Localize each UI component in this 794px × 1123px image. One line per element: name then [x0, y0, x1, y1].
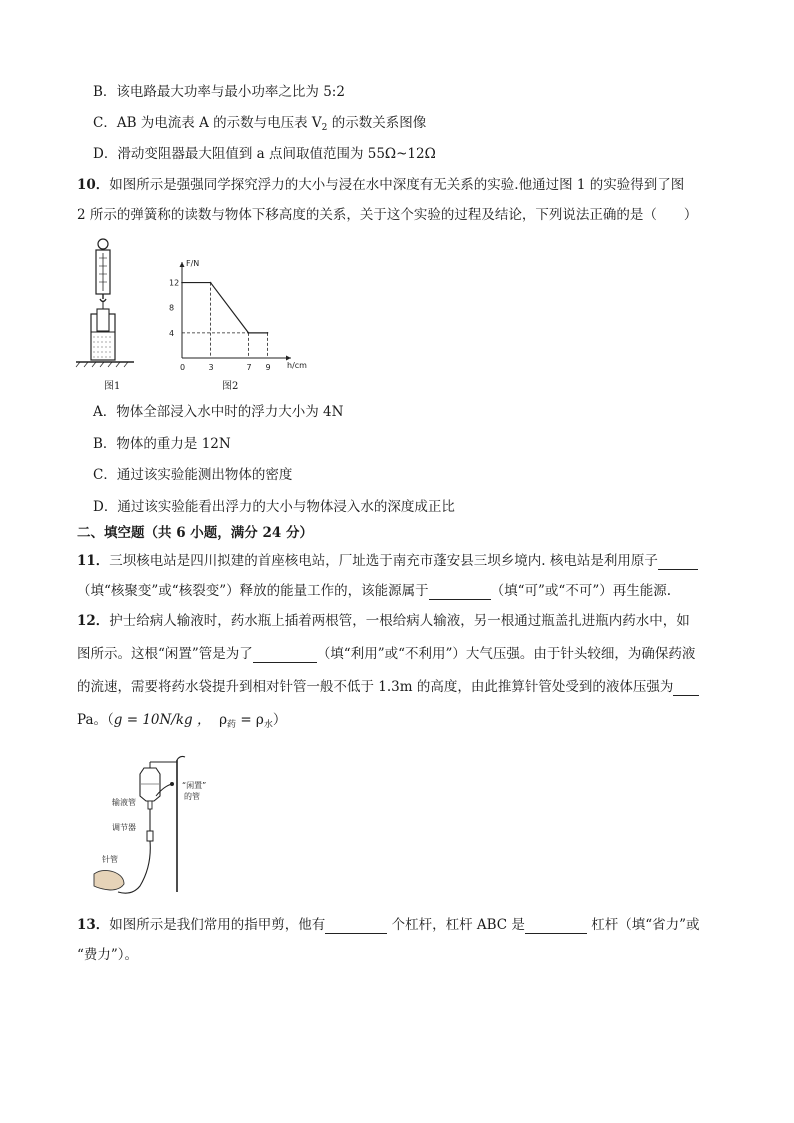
y-axis-arrow [180, 262, 185, 267]
q11-stem-text-2a: （填“核聚变”或“核裂变”）释放的能量工作的，该能源属于 [77, 583, 429, 599]
q12-density-eq: = ρ [236, 712, 264, 728]
q11-stem-text: 三坝核电站是四川拟建的首座核电站，厂址选于南充市蓬安县三坝乡境内. 核电站是利用原子 [109, 553, 658, 569]
q10-option-a: A．物体全部浸入水中时的浮力大小为 4N [93, 404, 344, 420]
q12-density-rho: ρ [219, 712, 228, 728]
data-point [181, 282, 183, 284]
q12-figure [80, 750, 250, 900]
data-point [267, 332, 269, 334]
label-needle: 针管 [102, 855, 118, 864]
q10-option-d: D．通过该实验能看出浮力的大小与物体浸入水的深度成正比 [93, 499, 455, 515]
q10-stem-line1 [77, 176, 684, 194]
q12-stem-text-2b: （填“利用”或“不利用”）大气压强。由于针头较细，为确保药液 [316, 646, 696, 662]
q10-figure1-label: 图1 [104, 381, 121, 392]
q13-stem-text-1a: 如图所示是我们常用的指甲剪，他有 [109, 917, 326, 933]
water [93, 337, 113, 357]
section2-title: 二、填空题（共 6 小题，满分 24 分） [77, 525, 313, 541]
q12-density-sub-drug: 药 [227, 720, 237, 730]
q13-stem-line1 [77, 916, 700, 934]
hook [100, 294, 106, 302]
q10-figure2-label: 图2 [222, 381, 239, 392]
scale-ring [98, 239, 108, 249]
q10-number: 10． [77, 177, 110, 193]
q10-figure2-chart [162, 259, 312, 376]
y-tick-label: 8 [169, 303, 175, 313]
label-idle-tube-1: “闲置” [182, 781, 207, 790]
x-tick-label: 7 [246, 363, 252, 372]
q9-option-d: D．滑动变阻器最大阻值到 a 点间取值范围为 55Ω~12Ω [93, 146, 436, 162]
q11-stem-text-2b: （填“可”或“不可”）再生能源. [490, 583, 672, 599]
label-infusion-tube: 输液管 [112, 798, 136, 807]
q13-stem-text-1c: 杠杆（填“省力”或 [591, 917, 700, 933]
q12-stem-text-2a: 图所示。这根“闲置”管是为了 [77, 646, 253, 662]
y-tick-label: 12 [169, 278, 180, 288]
q12-stem-text-4a: Pa。（ [77, 712, 114, 728]
q12-density-sub-water: 水 [263, 720, 273, 730]
q9-option-b: B．该电路最大功率与最小功率之比为 5:2 [93, 84, 345, 100]
data-point [210, 282, 212, 284]
label-regulator: 调节器 [112, 823, 136, 832]
y-tick-label: 4 [169, 328, 175, 338]
q11-stem-line2 [77, 582, 671, 600]
regulator [147, 831, 153, 841]
q12-stem-line1 [77, 612, 690, 630]
q13-number: 13． [77, 917, 110, 933]
q11-blank-1[interactable] [658, 555, 698, 570]
q12-gravity-constant: g = 10N/kg ， [113, 712, 211, 728]
x-tick-label: 3 [208, 363, 214, 372]
q12-stem-line3 [77, 678, 699, 696]
medicine-bottle [140, 768, 160, 801]
data-point [248, 332, 250, 334]
q13-stem-text-1b: 个杠杆，杠杆 ABC 是 [391, 917, 525, 933]
q13-stem-line2: “费力”）。 [77, 947, 139, 963]
label-idle-tube-2: 的管 [184, 792, 200, 801]
x-tick-label: 9 [265, 363, 271, 372]
q10-option-b: B．物体的重力是 12N [93, 436, 231, 452]
q12-stem-line4 [77, 711, 286, 734]
q9-option-c [93, 114, 426, 137]
q12-stem-text-4e: ） [272, 712, 287, 728]
q13-blank-1[interactable] [325, 919, 387, 934]
q10-stem-line2: 2 所示的弹簧称的读数与物体下移高度的关系，关于这个实验的过程及结论，下列说法正确的是（ ） [77, 207, 698, 223]
q11-stem-line1 [77, 552, 698, 570]
q10-figure1 [74, 236, 154, 366]
q12-stem-text-3: 的流速，需要将药水袋提升到相对针管一般不低于 1.3m 的高度，由此推算针管处受到的液体压强为 [77, 679, 674, 695]
q12-blank-1[interactable] [253, 648, 317, 663]
x-tick-label: 0 [180, 363, 186, 372]
patient-hand [94, 870, 124, 890]
q12-stem-line2 [77, 645, 695, 663]
q12-blank-2[interactable] [673, 681, 699, 696]
series-line [182, 283, 268, 333]
x-axis-label: h/cm [287, 361, 307, 370]
q10-stem-text: 如图所示是强强同学探究浮力的大小与浸在水中深度有无关系的实验.他通过图 1 的实验得到了图 [109, 177, 685, 193]
q9-option-c-text-end: 的示数关系图像 [327, 115, 427, 131]
q12-number: 12． [77, 613, 110, 629]
submerged-object [97, 309, 109, 331]
q10-option-c: C．通过该实验能测出物体的密度 [93, 467, 293, 483]
x-axis-arrow [286, 356, 291, 361]
q11-blank-2[interactable] [429, 585, 491, 600]
q12-stem-text: 护士给病人输液时，药水瓶上插着两根管，一根给病人输液，另一根通过瓶盖扎进瓶内药水中，如 [109, 613, 690, 629]
q9-option-c-text: C．AB 为电流表 A 的示数与电压表 V [93, 115, 322, 131]
q13-blank-2[interactable] [525, 919, 587, 934]
q11-number: 11． [77, 553, 110, 569]
y-axis-label: F/N [186, 259, 200, 268]
q9-option-c-subscript: 2 [321, 123, 328, 133]
